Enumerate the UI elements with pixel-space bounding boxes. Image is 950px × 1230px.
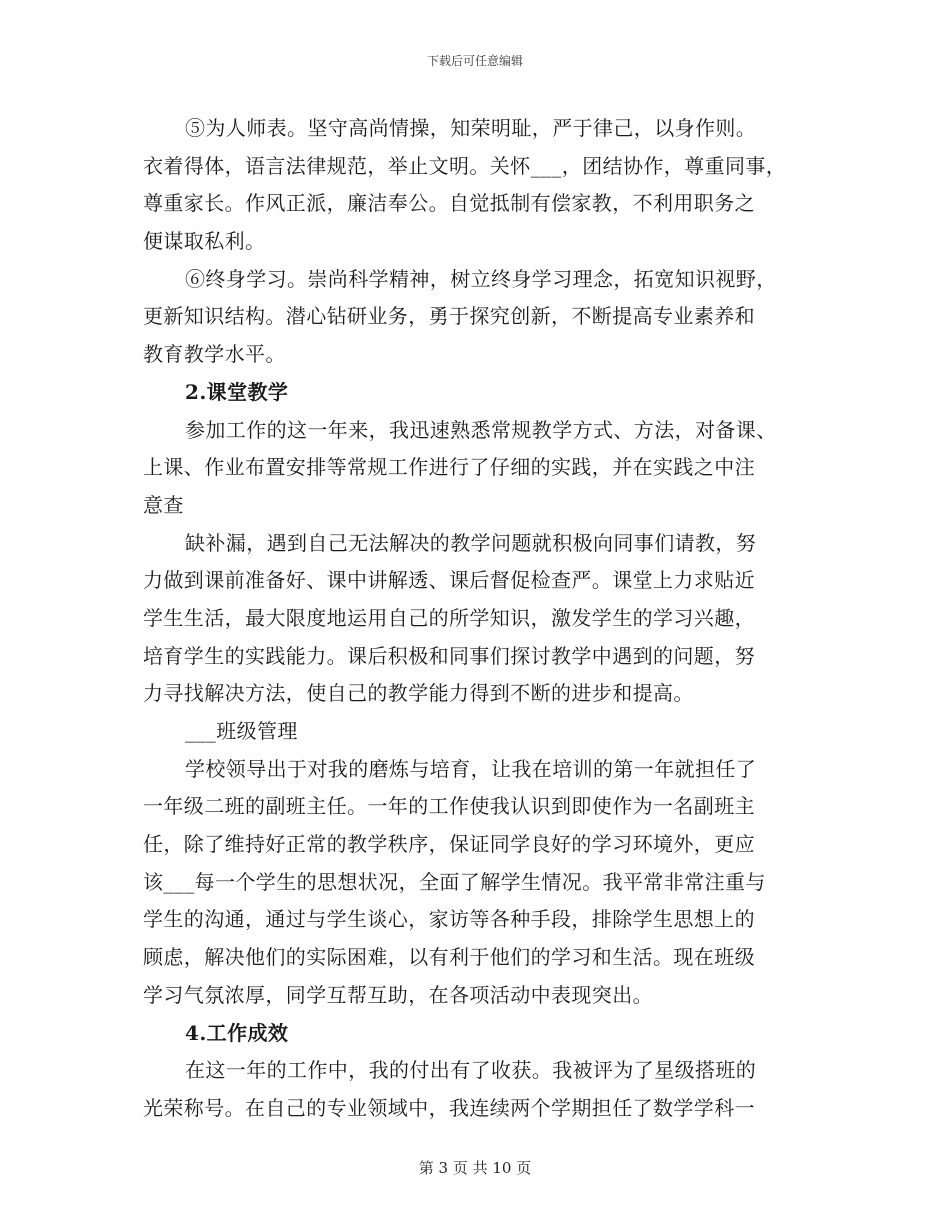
paragraph-line: 教育教学水平。 <box>143 342 286 367</box>
paragraph-line: 上课、作业布置安排等常规工作进行了仔细的实践，并在实践之中注 <box>143 455 755 480</box>
paragraph-line: 学习气氛浓厚，同学互帮互助，在各项活动中表现突出。 <box>143 982 653 1007</box>
paragraph-line: 该___每一个学生的思想状况，全面了解学生情况。我平常非常注重与 <box>143 869 766 894</box>
paragraph-line: 便谋取私利。 <box>143 229 266 254</box>
paragraph-line: 力做到课前准备好、课中讲解透、课后督促检查严。课堂上力求贴近 <box>143 568 755 593</box>
paragraph-line: 学生的沟通，通过与学生谈心，家访等各种手段，排除学生思想上的 <box>143 907 755 932</box>
paragraph-line: 在这一年的工作中，我的付出有了收获。我被评为了星级搭班的 <box>185 1058 757 1083</box>
paragraph-line: 学生生活，最大限度地运用自己的所学知识，激发学生的学习兴趣， <box>143 605 755 630</box>
paragraph-line: 衣着得体，语言法律规范，举止文明。关怀___，团结协作，尊重同事， <box>143 153 787 178</box>
paragraph-line: 培育学生的实践能力。课后积极和同事们探讨教学中遇到的问题，努 <box>143 643 755 668</box>
paragraph-line: 参加工作的这一年来，我迅速熟悉常规教学方式、方法，对备课、 <box>185 417 777 442</box>
paragraph-line: ⑤为人师表。坚守高尚情操，知荣明耻，严于律己，以身作则。 <box>185 116 757 140</box>
page-number: 第 3 页 共 10 页 <box>418 1159 532 1177</box>
paragraph-line: 意查 <box>143 492 184 517</box>
section-heading: ___班级管理 <box>185 719 298 743</box>
paragraph-line: 尊重家长。作风正派，廉洁奉公。自觉抵制有偿家教，不利用职务之 <box>143 191 755 216</box>
page-header: 下载后可任意编辑 <box>426 54 523 68</box>
paragraph-line: ⑥终身学习。崇尚科学精神，树立终身学习理念，拓宽知识视野， <box>185 266 777 291</box>
paragraph-line: 缺补漏，遇到自己无法解决的教学问题就积极向同事们请教，努 <box>185 530 757 555</box>
paragraph-line: 一年级二班的副班主任。一年的工作使我认识到即使作为一名副班主 <box>143 794 755 819</box>
paragraph-line: 光荣称号。在自己的专业领域中，我连续两个学期担任了数学学科一 <box>143 1095 755 1120</box>
paragraph-line: 任，除了维持好正常的教学秩序，保证同学良好的学习环境外，更应 <box>143 832 755 857</box>
document-body <box>143 110 823 1128</box>
section-heading: 2.课堂教学 <box>185 379 289 404</box>
paragraph-line: 学校领导出于对我的磨炼与培育，让我在培训的第一年就担任了 <box>185 756 757 781</box>
paragraph-line: 力寻找解决方法，使自己的教学能力得到不断的进步和提高。 <box>143 681 694 706</box>
paragraph-line: 顾虑，解决他们的实际困难，以有利于他们的学习和生活。现在班级 <box>143 945 755 970</box>
paragraph-line: 更新知识结构。潜心钻研业务，勇于探究创新，不断提高专业素养和 <box>143 304 755 329</box>
section-heading: 4.工作成效 <box>185 1020 289 1045</box>
